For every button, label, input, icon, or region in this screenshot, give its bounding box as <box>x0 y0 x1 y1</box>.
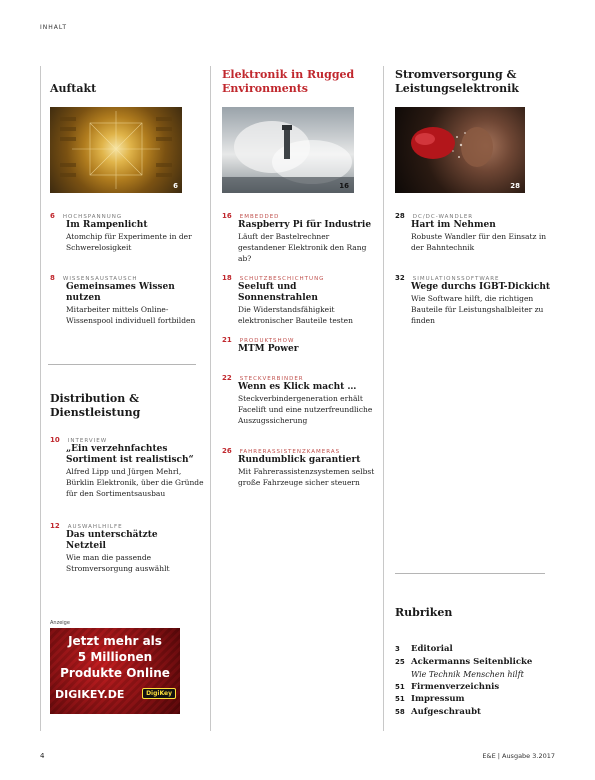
entry-title: „Ein verzehnfachtes Sortiment ist realistisch“ <box>66 444 194 465</box>
ad-line2: 5 Millionen <box>77 650 153 664</box>
entry-title: Raspberry Pi für Industrie <box>238 220 372 230</box>
entry-kicker: DC/DC-WANDLER <box>412 214 474 220</box>
toc-entry[interactable] <box>222 274 377 326</box>
entry-description: Wie man die passende Stromversorgung auswählt <box>66 553 170 573</box>
entry-kicker: HOCHSPANNUNG <box>62 214 123 220</box>
lighthouse-pattern <box>222 107 354 193</box>
entry-page-number: 6 <box>50 212 55 220</box>
ad-label: Anzeige <box>50 620 70 626</box>
entry-title: Wenn es Klick macht … <box>238 382 357 392</box>
toc-entry[interactable] <box>50 212 200 253</box>
entry-page-number: 16 <box>222 212 232 220</box>
rubrik-title: Aufgeschraubt <box>411 707 481 717</box>
toc-entry[interactable] <box>50 274 200 326</box>
rubrik-title: Firmenverzeichnis <box>411 682 500 692</box>
section-rule-rubriken <box>395 573 545 574</box>
entry-page-number: 22 <box>222 374 232 382</box>
entry-page-number: 10 <box>50 436 60 444</box>
digikey-ad[interactable] <box>50 628 180 714</box>
toc-entry[interactable] <box>222 447 382 488</box>
column-divider-mid1 <box>210 66 211 731</box>
entry-kicker: WISSENSAUSTAUSCH <box>62 276 138 282</box>
entry-kicker: FAHRERASSISTENZKAMERAS <box>239 449 341 455</box>
entry-description: Robuste Wandler für den Einsatz in der Bahntechnik <box>411 232 547 252</box>
entry-description: Mit Fahrerassistenzsystemen selbst große Fahrzeuge sicher steuern <box>238 467 375 487</box>
toc-entry[interactable] <box>50 436 205 499</box>
ad-line1: Jetzt mehr als <box>68 634 162 648</box>
section-heading-auftakt: Auftakt <box>50 82 97 95</box>
rubrik-title: Ackermanns Seitenblicke <box>411 657 533 667</box>
rubrik-page-number: 51 <box>395 695 405 703</box>
image-page-number: 28 <box>510 182 520 190</box>
entry-kicker: EMBEDDED <box>239 214 280 220</box>
entry-title: Gemeinsames Wissen nutzen <box>66 282 175 303</box>
entry-title: Seeluft und Sonnenstrahlen <box>238 282 318 303</box>
entry-kicker: STECKVERBINDER <box>239 376 304 382</box>
entry-title: Das unterschätzte Netzteil <box>66 530 158 551</box>
entry-kicker: AUSWAHLHILFE <box>67 524 123 530</box>
column-divider-left <box>40 66 41 731</box>
image-page-number: 6 <box>173 182 178 190</box>
rubrik-page-number: 58 <box>395 708 405 716</box>
entry-page-number: 18 <box>222 274 232 282</box>
entry-kicker: SIMULATIONSSOFTWARE <box>412 276 500 282</box>
rubrik-item[interactable] <box>395 643 453 655</box>
footer-page-number: 4 <box>40 752 45 760</box>
lighthouse-image[interactable] <box>222 107 354 193</box>
toc-entry[interactable] <box>222 336 377 355</box>
entry-description: Steckverbindergeneration erhält Facelift und eine nutzerfreundliche Auszugssicherung <box>238 394 373 425</box>
section-heading-rugged: Elektronik in Rugged Environments <box>222 68 355 95</box>
rubrik-item[interactable] <box>395 693 465 705</box>
entry-page-number: 21 <box>222 336 232 344</box>
image-page-number: 16 <box>339 182 349 190</box>
rubrik-page-number: 25 <box>395 658 405 666</box>
rubrik-item[interactable] <box>395 681 499 693</box>
entry-page-number: 12 <box>50 522 60 530</box>
chip-pattern <box>50 107 182 193</box>
column-divider-mid2 <box>383 66 384 731</box>
entry-title: MTM Power <box>238 344 299 354</box>
ad-badge: DigiKey <box>142 688 176 699</box>
entry-title: Wege durchs IGBT-Dickicht <box>411 282 551 292</box>
entry-description: Alfred Lipp und Jürgen Mehrl, Bürklin Elektronik, über die Gründe für den Sortimentsausbau <box>66 467 204 498</box>
section-heading-rubriken: Rubriken <box>395 606 453 619</box>
boxer-pattern <box>395 107 525 193</box>
rubrik-title: Editorial <box>411 644 453 654</box>
ad-line3: Produkte Online <box>60 666 170 680</box>
entry-description: Die Widerstandsfähigkeit elektronischer Bauteile testen <box>238 305 353 325</box>
toc-entry[interactable] <box>395 212 550 253</box>
section-rule-distribution <box>48 364 196 365</box>
entry-kicker: PRODUKTSHOW <box>239 338 295 344</box>
entry-kicker: INTERVIEW <box>67 438 108 444</box>
entry-title: Im Rampenlicht <box>66 220 148 230</box>
ad-brand: DIGIKEY.DE <box>55 688 125 701</box>
entry-kicker: SCHUTZBESCHICHTUNG <box>239 276 325 282</box>
footer-issue: E&E | Ausgabe 3.2017 <box>482 752 555 760</box>
rubrik-title: Impressum <box>411 694 465 704</box>
entry-description: Mitarbeiter mittels Online-Wissenspool individuell fortbilden <box>66 305 196 325</box>
entry-page-number: 26 <box>222 447 232 455</box>
entry-page-number: 32 <box>395 274 405 282</box>
section-heading-stromversorgung: Stromversorgung & Leistungselektronik <box>395 68 519 95</box>
rubrik-subtitle: Wie Technik Menschen hilft <box>411 670 524 679</box>
entry-title: Rundumblick garantiert <box>238 455 361 465</box>
rubrik-item[interactable] <box>395 706 481 718</box>
section-label: INHALT <box>40 24 68 31</box>
entry-description: Wie Software hilft, die richtigen Bauteile für Leistungshalbleiter zu finden <box>411 294 544 325</box>
toc-entry[interactable] <box>222 212 377 264</box>
boxer-image[interactable] <box>395 107 525 193</box>
entry-page-number: 28 <box>395 212 405 220</box>
rubrik-page-number: 3 <box>395 645 400 653</box>
entry-description: Läuft der Bastelrechner gestandener Elektronik den Rang ab? <box>238 232 367 263</box>
chip-image[interactable] <box>50 107 182 193</box>
toc-entry[interactable] <box>222 374 377 426</box>
section-heading-distribution: Distribution & Dienstleistung <box>50 392 141 419</box>
rubrik-item[interactable] <box>395 656 532 668</box>
toc-entry[interactable] <box>50 522 200 574</box>
entry-page-number: 8 <box>50 274 55 282</box>
toc-entry[interactable] <box>395 274 555 326</box>
rubrik-page-number: 51 <box>395 683 405 691</box>
entry-description: Atomchip für Experimente in der Schwerelosigkeit <box>66 232 192 252</box>
entry-title: Hart im Nehmen <box>411 220 496 230</box>
